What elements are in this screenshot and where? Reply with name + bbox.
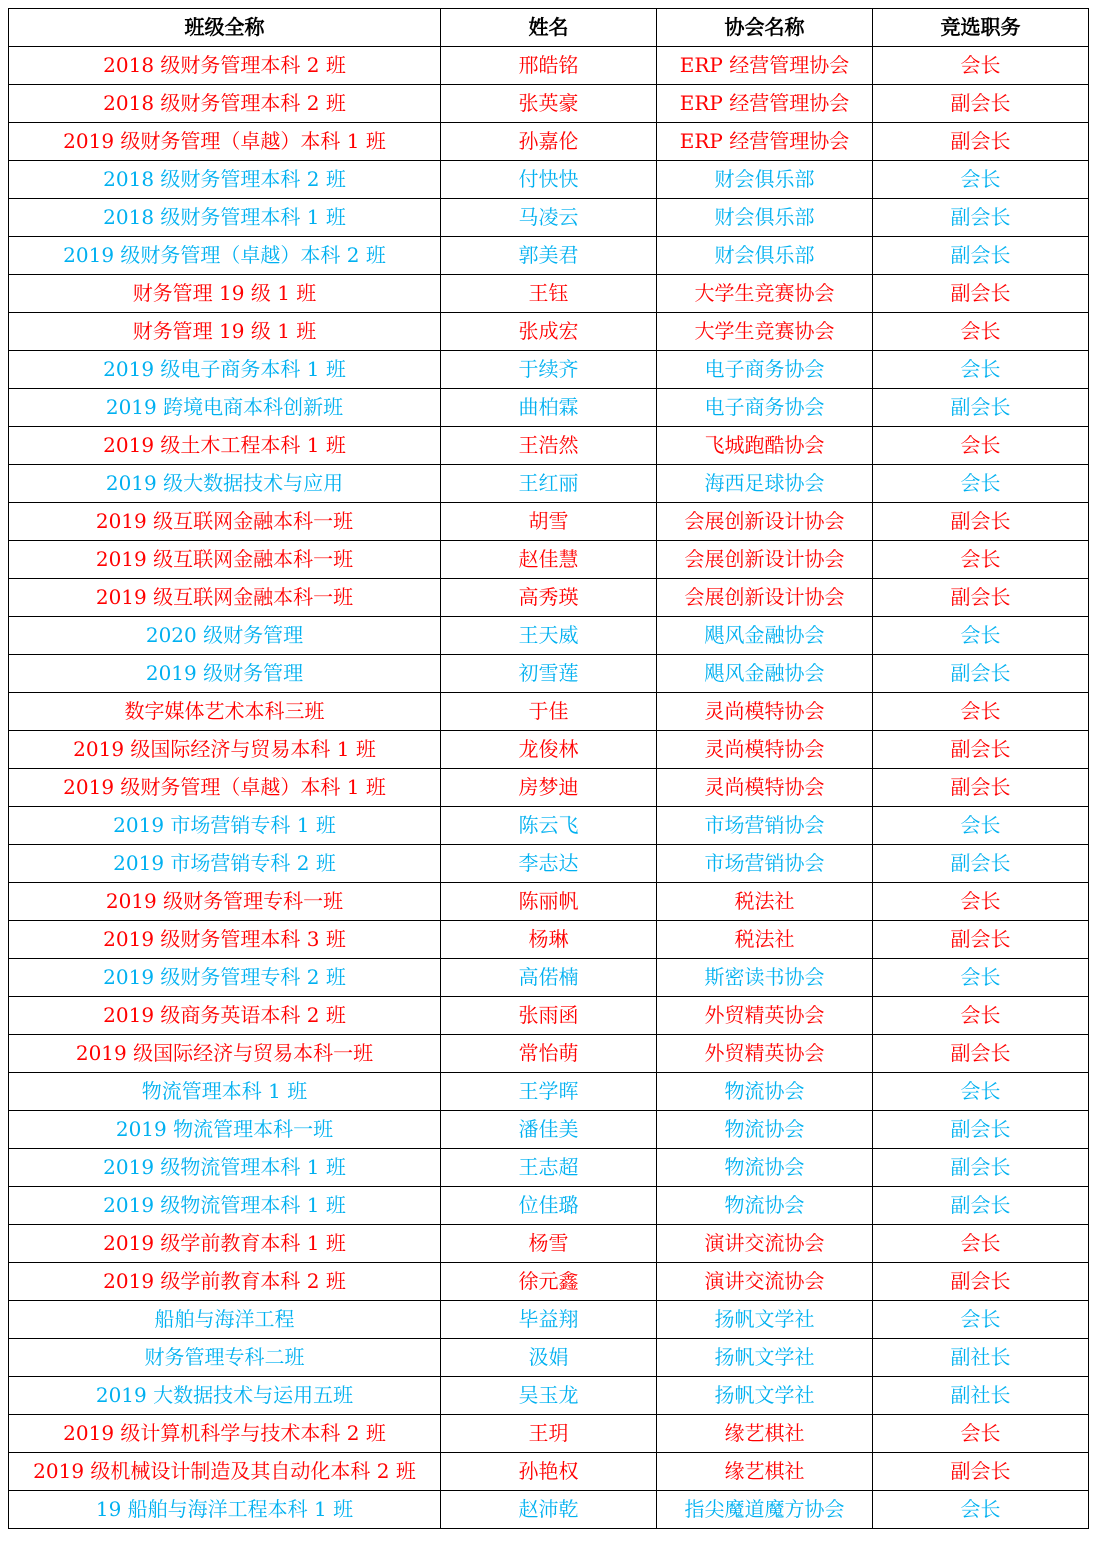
- table-row: [9, 959, 1089, 997]
- table-row: [9, 997, 1089, 1035]
- cell-name: 曲柏霖: [441, 389, 657, 427]
- cell-club: 演讲交流协会: [657, 1263, 873, 1301]
- cell-role: 副会长: [873, 123, 1089, 161]
- cell-role: 副会长: [873, 237, 1089, 275]
- table-row: [9, 313, 1089, 351]
- cell-club: 海西足球协会: [657, 465, 873, 503]
- cell-name: 房梦迪: [441, 769, 657, 807]
- cell-club: 会展创新设计协会: [657, 503, 873, 541]
- table-row: [9, 47, 1089, 85]
- table-row: [9, 1035, 1089, 1073]
- cell-class: 2019 市场营销专科 1 班: [9, 807, 441, 845]
- cell-club: 外贸精英协会: [657, 997, 873, 1035]
- cell-club: 飓风金融协会: [657, 617, 873, 655]
- header-name: 姓名: [441, 9, 657, 47]
- table-row: [9, 123, 1089, 161]
- cell-name: 徐元鑫: [441, 1263, 657, 1301]
- cell-name: 赵沛乾: [441, 1491, 657, 1529]
- cell-class: 2019 级财务管理本科 3 班: [9, 921, 441, 959]
- cell-role: 副社长: [873, 1377, 1089, 1415]
- cell-name: 陈丽帆: [441, 883, 657, 921]
- cell-class: 数字媒体艺术本科三班: [9, 693, 441, 731]
- cell-role: 会长: [873, 997, 1089, 1035]
- table-row: [9, 1491, 1089, 1529]
- cell-role: 会长: [873, 883, 1089, 921]
- cell-role: 副会长: [873, 731, 1089, 769]
- cell-class: 财务管理 19 级 1 班: [9, 313, 441, 351]
- cell-class: 2019 级财务管理专科 2 班: [9, 959, 441, 997]
- cell-club: 物流协会: [657, 1073, 873, 1111]
- cell-role: 副会长: [873, 655, 1089, 693]
- cell-class: 2019 级互联网金融本科一班: [9, 503, 441, 541]
- cell-club: 电子商务协会: [657, 389, 873, 427]
- cell-class: 2019 大数据技术与运用五班: [9, 1377, 441, 1415]
- table-row: [9, 921, 1089, 959]
- cell-club: 财会俱乐部: [657, 161, 873, 199]
- cell-club: 物流协会: [657, 1111, 873, 1149]
- table-row: [9, 807, 1089, 845]
- cell-name: 龙俊林: [441, 731, 657, 769]
- cell-name: 张英豪: [441, 85, 657, 123]
- table-row: [9, 579, 1089, 617]
- table-row: [9, 85, 1089, 123]
- cell-club: 灵尚模特协会: [657, 731, 873, 769]
- cell-class: 2019 级机械设计制造及其自动化本科 2 班: [9, 1453, 441, 1491]
- table-row: [9, 503, 1089, 541]
- header-class: 班级全称: [9, 9, 441, 47]
- cell-role: 会长: [873, 1225, 1089, 1263]
- roster-sheet: [8, 8, 1089, 1529]
- cell-class: 19 船舶与海洋工程本科 1 班: [9, 1491, 441, 1529]
- cell-name: 张雨函: [441, 997, 657, 1035]
- cell-club: 电子商务协会: [657, 351, 873, 389]
- table-row: [9, 389, 1089, 427]
- cell-name: 王浩然: [441, 427, 657, 465]
- header-role: 竞选职务: [873, 9, 1089, 47]
- table-row: [9, 693, 1089, 731]
- cell-name: 毕益翔: [441, 1301, 657, 1339]
- cell-role: 会长: [873, 47, 1089, 85]
- cell-club: ERP 经营管理协会: [657, 123, 873, 161]
- cell-name: 李志达: [441, 845, 657, 883]
- table-row: [9, 275, 1089, 313]
- cell-name: 张成宏: [441, 313, 657, 351]
- table-row: [9, 769, 1089, 807]
- cell-class: 2019 级互联网金融本科一班: [9, 579, 441, 617]
- cell-club: 指尖魔道魔方协会: [657, 1491, 873, 1529]
- table-row: [9, 427, 1089, 465]
- cell-class: 2018 级财务管理本科 2 班: [9, 161, 441, 199]
- cell-role: 会长: [873, 617, 1089, 655]
- cell-name: 王红丽: [441, 465, 657, 503]
- table-row: [9, 161, 1089, 199]
- cell-name: 孙艳权: [441, 1453, 657, 1491]
- cell-club: 扬帆文学社: [657, 1377, 873, 1415]
- cell-club: 缘艺棋社: [657, 1415, 873, 1453]
- cell-name: 王学晖: [441, 1073, 657, 1111]
- cell-role: 副会长: [873, 389, 1089, 427]
- cell-club: 会展创新设计协会: [657, 579, 873, 617]
- cell-name: 于续齐: [441, 351, 657, 389]
- cell-club: 物流协会: [657, 1149, 873, 1187]
- cell-class: 2019 级电子商务本科 1 班: [9, 351, 441, 389]
- cell-club: 市场营销协会: [657, 807, 873, 845]
- cell-name: 邢皓铭: [441, 47, 657, 85]
- table-row: [9, 617, 1089, 655]
- cell-name: 王志超: [441, 1149, 657, 1187]
- cell-role: 副会长: [873, 503, 1089, 541]
- table-row: [9, 1073, 1089, 1111]
- cell-class: 2019 级国际经济与贸易本科一班: [9, 1035, 441, 1073]
- cell-class: 2019 市场营销专科 2 班: [9, 845, 441, 883]
- cell-name: 初雪莲: [441, 655, 657, 693]
- table-row: [9, 655, 1089, 693]
- cell-role: 副会长: [873, 199, 1089, 237]
- cell-class: 2019 级财务管理（卓越）本科 2 班: [9, 237, 441, 275]
- cell-class: 船舶与海洋工程: [9, 1301, 441, 1339]
- table-row: [9, 1263, 1089, 1301]
- cell-class: 2019 级学前教育本科 2 班: [9, 1263, 441, 1301]
- table-row: [9, 351, 1089, 389]
- table-row: [9, 237, 1089, 275]
- cell-role: 会长: [873, 351, 1089, 389]
- cell-role: 会长: [873, 465, 1089, 503]
- cell-role: 会长: [873, 693, 1089, 731]
- cell-role: 会长: [873, 1491, 1089, 1529]
- table-row: [9, 1225, 1089, 1263]
- cell-club: ERP 经营管理协会: [657, 47, 873, 85]
- cell-class: 2020 级财务管理: [9, 617, 441, 655]
- table-row: [9, 1187, 1089, 1225]
- cell-role: 会长: [873, 427, 1089, 465]
- cell-club: 扬帆文学社: [657, 1301, 873, 1339]
- cell-role: 副会长: [873, 1187, 1089, 1225]
- table-row: [9, 199, 1089, 237]
- cell-role: 副会长: [873, 1453, 1089, 1491]
- cell-name: 马凌云: [441, 199, 657, 237]
- cell-class: 2018 级财务管理本科 1 班: [9, 199, 441, 237]
- cell-name: 杨琳: [441, 921, 657, 959]
- cell-name: 汲娟: [441, 1339, 657, 1377]
- table-row: [9, 1301, 1089, 1339]
- table-row: [9, 465, 1089, 503]
- cell-class: 2018 级财务管理本科 2 班: [9, 47, 441, 85]
- table-row: [9, 1111, 1089, 1149]
- table-row: [9, 1339, 1089, 1377]
- cell-class: 2019 跨境电商本科创新班: [9, 389, 441, 427]
- cell-class: 2019 级互联网金融本科一班: [9, 541, 441, 579]
- cell-role: 副会长: [873, 921, 1089, 959]
- cell-name: 于佳: [441, 693, 657, 731]
- cell-club: 税法社: [657, 921, 873, 959]
- cell-club: 扬帆文学社: [657, 1339, 873, 1377]
- cell-name: 吴玉龙: [441, 1377, 657, 1415]
- cell-club: 缘艺棋社: [657, 1453, 873, 1491]
- cell-class: 2019 级财务管理（卓越）本科 1 班: [9, 123, 441, 161]
- cell-club: 财会俱乐部: [657, 199, 873, 237]
- cell-role: 副会长: [873, 1111, 1089, 1149]
- cell-role: 副会长: [873, 1035, 1089, 1073]
- cell-name: 陈云飞: [441, 807, 657, 845]
- cell-name: 孙嘉伦: [441, 123, 657, 161]
- table-row: [9, 845, 1089, 883]
- table-row: [9, 541, 1089, 579]
- cell-role: 副会长: [873, 85, 1089, 123]
- cell-role: 会长: [873, 541, 1089, 579]
- cell-role: 副会长: [873, 769, 1089, 807]
- cell-class: 2019 级大数据技术与应用: [9, 465, 441, 503]
- table-body: [9, 47, 1089, 1529]
- election-table: [8, 8, 1089, 1529]
- cell-name: 杨雪: [441, 1225, 657, 1263]
- cell-name: 郭美君: [441, 237, 657, 275]
- cell-class: 2019 级商务英语本科 2 班: [9, 997, 441, 1035]
- cell-class: 2019 级土木工程本科 1 班: [9, 427, 441, 465]
- cell-name: 常怡萌: [441, 1035, 657, 1073]
- table-row: [9, 1377, 1089, 1415]
- table-row: [9, 883, 1089, 921]
- cell-club: 财会俱乐部: [657, 237, 873, 275]
- cell-name: 胡雪: [441, 503, 657, 541]
- cell-club: 灵尚模特协会: [657, 693, 873, 731]
- cell-club: 演讲交流协会: [657, 1225, 873, 1263]
- cell-class: 2019 级国际经济与贸易本科 1 班: [9, 731, 441, 769]
- cell-club: 外贸精英协会: [657, 1035, 873, 1073]
- cell-name: 潘佳美: [441, 1111, 657, 1149]
- cell-club: 税法社: [657, 883, 873, 921]
- cell-name: 王天威: [441, 617, 657, 655]
- table-row: [9, 731, 1089, 769]
- cell-club: 飓风金融协会: [657, 655, 873, 693]
- cell-role: 会长: [873, 313, 1089, 351]
- cell-club: 斯密读书协会: [657, 959, 873, 997]
- cell-club: 物流协会: [657, 1187, 873, 1225]
- cell-role: 会长: [873, 959, 1089, 997]
- cell-role: 副会长: [873, 579, 1089, 617]
- cell-name: 赵佳慧: [441, 541, 657, 579]
- cell-class: 2019 级财务管理（卓越）本科 1 班: [9, 769, 441, 807]
- cell-role: 副会长: [873, 1263, 1089, 1301]
- cell-club: 大学生竞赛协会: [657, 313, 873, 351]
- cell-club: 灵尚模特协会: [657, 769, 873, 807]
- cell-class: 财务管理 19 级 1 班: [9, 275, 441, 313]
- cell-class: 2019 级计算机科学与技术本科 2 班: [9, 1415, 441, 1453]
- cell-role: 会长: [873, 1301, 1089, 1339]
- cell-name: 高秀瑛: [441, 579, 657, 617]
- cell-name: 王玥: [441, 1415, 657, 1453]
- cell-class: 2019 物流管理本科一班: [9, 1111, 441, 1149]
- table-row: [9, 1415, 1089, 1453]
- cell-name: 高偌楠: [441, 959, 657, 997]
- cell-name: 王钰: [441, 275, 657, 313]
- cell-name: 位佳璐: [441, 1187, 657, 1225]
- cell-class: 2019 级学前教育本科 1 班: [9, 1225, 441, 1263]
- cell-name: 付快快: [441, 161, 657, 199]
- header-row: [9, 9, 1089, 47]
- cell-club: ERP 经营管理协会: [657, 85, 873, 123]
- cell-class: 2018 级财务管理本科 2 班: [9, 85, 441, 123]
- cell-class: 2019 级物流管理本科 1 班: [9, 1149, 441, 1187]
- cell-role: 副会长: [873, 845, 1089, 883]
- cell-role: 会长: [873, 807, 1089, 845]
- cell-class: 2019 级物流管理本科 1 班: [9, 1187, 441, 1225]
- cell-role: 副会长: [873, 1149, 1089, 1187]
- cell-role: 会长: [873, 161, 1089, 199]
- cell-class: 财务管理专科二班: [9, 1339, 441, 1377]
- header-club: 协会名称: [657, 9, 873, 47]
- cell-class: 物流管理本科 1 班: [9, 1073, 441, 1111]
- cell-role: 副会长: [873, 275, 1089, 313]
- cell-role: 会长: [873, 1073, 1089, 1111]
- cell-role: 副社长: [873, 1339, 1089, 1377]
- cell-club: 飞城跑酷协会: [657, 427, 873, 465]
- cell-class: 2019 级财务管理专科一班: [9, 883, 441, 921]
- cell-role: 会长: [873, 1415, 1089, 1453]
- cell-club: 会展创新设计协会: [657, 541, 873, 579]
- table-row: [9, 1149, 1089, 1187]
- cell-class: 2019 级财务管理: [9, 655, 441, 693]
- table-row: [9, 1453, 1089, 1491]
- cell-club: 市场营销协会: [657, 845, 873, 883]
- cell-club: 大学生竞赛协会: [657, 275, 873, 313]
